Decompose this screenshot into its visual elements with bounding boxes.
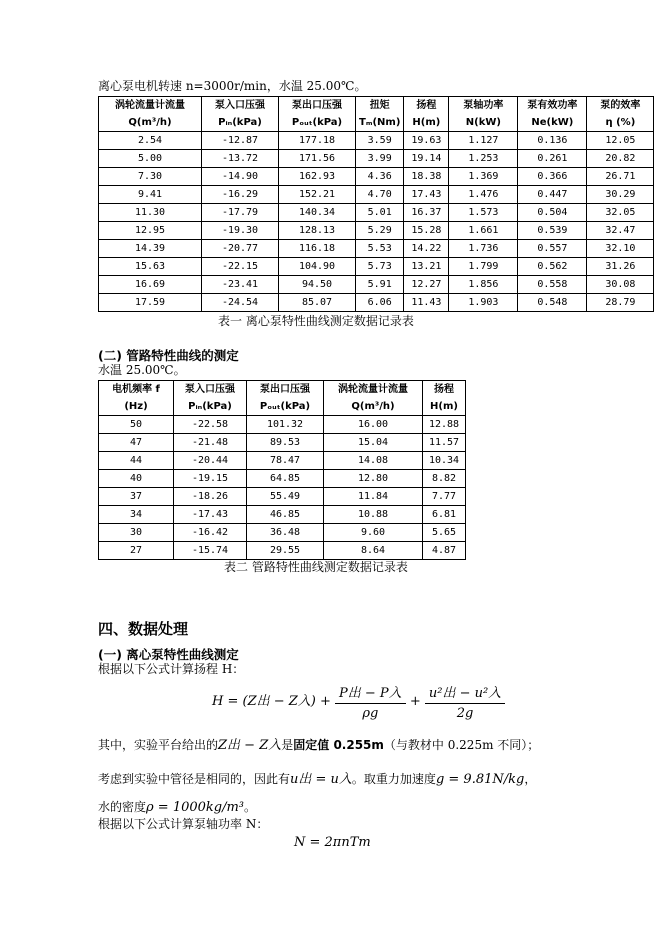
table-cell: 3.99: [356, 150, 404, 168]
table-cell: 0.558: [518, 276, 587, 294]
table-cell: 28.79: [587, 294, 654, 312]
table-cell: 11.30: [99, 204, 202, 222]
table-row: [99, 168, 654, 186]
table-cell: 26.71: [587, 168, 654, 186]
head-formula: [212, 682, 505, 721]
table-cell: 7.30: [99, 168, 202, 186]
table-cell: 0.366: [518, 168, 587, 186]
table-cell: 5.65: [423, 524, 466, 542]
table-cell: 55.49: [247, 488, 324, 506]
table-cell: -24.54: [202, 294, 279, 312]
column-unit: Pᵢₙ(kPa): [202, 114, 279, 132]
table-cell: 30.29: [587, 186, 654, 204]
table-row: [99, 222, 654, 240]
density-text-a: 水的密度: [98, 800, 147, 814]
table1-caption: 表一 离心泵特性曲线测定数据记录表: [218, 314, 414, 328]
fixed-value-note: [98, 737, 539, 754]
pipe-text-a: 考虑到实验中管径是相同的，因此有: [98, 772, 291, 786]
column-header: 泵入口压强: [202, 97, 279, 115]
table2-header-row2: [99, 398, 466, 416]
table-cell: 9.60: [324, 524, 423, 542]
table-row: [99, 452, 466, 470]
table-cell: 1.253: [449, 150, 518, 168]
table-cell: 29.55: [247, 542, 324, 560]
column-header: 泵的效率: [587, 97, 654, 115]
table-cell: -21.48: [174, 434, 247, 452]
table-cell: 0.539: [518, 222, 587, 240]
table-cell: 40: [99, 470, 174, 488]
table-cell: 37: [99, 488, 174, 506]
column-unit: H(m): [423, 398, 466, 416]
pipe-characteristics-table: [98, 380, 466, 560]
table1-header-row2: [99, 114, 654, 132]
table-row: [99, 488, 466, 506]
table-cell: 27: [99, 542, 174, 560]
table-cell: 20.82: [587, 150, 654, 168]
column-header: 泵有效功率: [518, 97, 587, 115]
column-unit: Q(m³/h): [99, 114, 202, 132]
table-cell: -15.74: [174, 542, 247, 560]
table-cell: 16.37: [404, 204, 449, 222]
table-cell: 7.77: [423, 488, 466, 506]
table-cell: 1.573: [449, 204, 518, 222]
velocity-equality: u出 = u入: [290, 772, 352, 787]
column-header: 扬程: [404, 97, 449, 115]
column-unit: Pₒᵤₜ(kPa): [247, 398, 324, 416]
table-row: [99, 132, 654, 150]
table-cell: 10.34: [423, 452, 466, 470]
table-cell: -19.15: [174, 470, 247, 488]
table-cell: 30.08: [587, 276, 654, 294]
table-cell: 162.93: [279, 168, 356, 186]
table-cell: -14.90: [202, 168, 279, 186]
column-unit: Pₒᵤₜ(kPa): [279, 114, 356, 132]
table-cell: 94.50: [279, 276, 356, 294]
column-header: 扬程: [423, 381, 466, 399]
table-cell: -18.26: [174, 488, 247, 506]
table-cell: 177.18: [279, 132, 356, 150]
table-cell: 5.29: [356, 222, 404, 240]
table-cell: -22.58: [174, 416, 247, 434]
pressure-fraction-numerator: P出 − P入: [335, 682, 406, 704]
table-cell: 2.54: [99, 132, 202, 150]
table2-body: [99, 416, 466, 560]
pipe-diameter-note: [98, 771, 536, 788]
table-cell: 4.70: [356, 186, 404, 204]
table-cell: 15.04: [324, 434, 423, 452]
section4-title: 四、数据处理: [98, 620, 189, 638]
table-cell: 11.43: [404, 294, 449, 312]
density-note: [98, 799, 256, 816]
table-cell: 128.13: [279, 222, 356, 240]
table-cell: 116.18: [279, 240, 356, 258]
table-cell: 11.84: [324, 488, 423, 506]
table-cell: 1.736: [449, 240, 518, 258]
pressure-fraction: [335, 682, 406, 721]
column-unit: Tₘ(Nm): [356, 114, 404, 132]
table-cell: -20.77: [202, 240, 279, 258]
table-cell: -17.43: [174, 506, 247, 524]
table-cell: 1.476: [449, 186, 518, 204]
table-cell: 0.562: [518, 258, 587, 276]
table-cell: 0.557: [518, 240, 587, 258]
density-value: ρ = 1000kg/m³: [146, 800, 245, 815]
velocity-fraction-denominator: 2g: [456, 706, 474, 721]
table-cell: -13.72: [202, 150, 279, 168]
note-expression: Z出 − Z入: [218, 738, 282, 753]
table2-wrapper: [98, 380, 466, 560]
table-cell: -22.15: [202, 258, 279, 276]
table-cell: 78.47: [247, 452, 324, 470]
table-cell: -19.30: [202, 222, 279, 240]
table-cell: 0.136: [518, 132, 587, 150]
table-cell: 5.91: [356, 276, 404, 294]
table2-header-row1: [99, 381, 466, 399]
section2-title: (二) 管路特性曲线的测定: [98, 348, 239, 363]
column-unit: η (%): [587, 114, 654, 132]
table-cell: -20.44: [174, 452, 247, 470]
table-cell: 50: [99, 416, 174, 434]
column-header: 电机频率 f: [99, 381, 174, 399]
table-cell: 6.81: [423, 506, 466, 524]
table-cell: 4.36: [356, 168, 404, 186]
column-unit: H(m): [404, 114, 449, 132]
table-cell: 44: [99, 452, 174, 470]
intro-line: 离心泵电机转速 n=3000r/min，水温 25.00℃。: [98, 79, 367, 93]
table-cell: 1.856: [449, 276, 518, 294]
water-temp-line: 水温 25.00℃。: [98, 363, 186, 377]
table-cell: 1.903: [449, 294, 518, 312]
head-formula-term1: (Z出 − Z入) +: [242, 694, 336, 709]
table-cell: 32.10: [587, 240, 654, 258]
table-cell: 13.21: [404, 258, 449, 276]
head-formula-lhs: H =: [212, 694, 243, 709]
column-header: 涡轮流量计流量: [99, 97, 202, 115]
table-cell: 1.369: [449, 168, 518, 186]
pressure-fraction-denominator: ρg: [362, 706, 379, 721]
column-header: 泵出口压强: [247, 381, 324, 399]
table-cell: -17.79: [202, 204, 279, 222]
table-cell: 152.21: [279, 186, 356, 204]
table-cell: 89.53: [247, 434, 324, 452]
table1-header-row1: [99, 97, 654, 115]
table-row: [99, 204, 654, 222]
table-cell: 12.88: [423, 416, 466, 434]
table1-body: [99, 132, 654, 312]
subsection1-title: (一) 离心泵特性曲线测定: [98, 647, 239, 662]
table-cell: 1.799: [449, 258, 518, 276]
table-cell: 12.05: [587, 132, 654, 150]
table-cell: 19.63: [404, 132, 449, 150]
pipe-text-b: 。取重力加速度: [351, 772, 436, 786]
table-cell: 16.69: [99, 276, 202, 294]
note-fixed-value: 固定值 0.255m: [293, 738, 384, 752]
table-cell: 34: [99, 506, 174, 524]
table-cell: 15.63: [99, 258, 202, 276]
head-formula-plus: +: [405, 694, 425, 709]
table-row: [99, 542, 466, 560]
table-cell: 46.85: [247, 506, 324, 524]
table-cell: 17.59: [99, 294, 202, 312]
density-text-b: 。: [244, 800, 257, 814]
table-cell: 0.504: [518, 204, 587, 222]
table-cell: 0.447: [518, 186, 587, 204]
table-cell: 17.43: [404, 186, 449, 204]
table-cell: 14.22: [404, 240, 449, 258]
table-cell: 0.261: [518, 150, 587, 168]
table-cell: 171.56: [279, 150, 356, 168]
table-cell: 12.80: [324, 470, 423, 488]
note-text-a: 其中，实验平台给出的: [98, 738, 219, 752]
gravity-value: g = 9.81N/kg: [435, 772, 525, 787]
table-cell: 14.08: [324, 452, 423, 470]
table-cell: 85.07: [279, 294, 356, 312]
pump-characteristics-table: [98, 96, 654, 312]
column-header: 泵出口压强: [279, 97, 356, 115]
table-cell: 104.90: [279, 258, 356, 276]
column-header: 涡轮流量计流量: [324, 381, 423, 399]
table-cell: 5.01: [356, 204, 404, 222]
table-cell: 16.00: [324, 416, 423, 434]
table-cell: 64.85: [247, 470, 324, 488]
table-cell: 12.27: [404, 276, 449, 294]
table-cell: 10.88: [324, 506, 423, 524]
column-unit: N(kW): [449, 114, 518, 132]
table-cell: 30: [99, 524, 174, 542]
table-cell: 140.34: [279, 204, 356, 222]
velocity-fraction-numerator: u²出 − u²入: [425, 682, 505, 704]
pipe-text-c: ，: [524, 772, 537, 786]
table-cell: 11.57: [423, 434, 466, 452]
table-cell: 19.14: [404, 150, 449, 168]
table-row: [99, 294, 654, 312]
column-header: 泵入口压强: [174, 381, 247, 399]
table-row: [99, 150, 654, 168]
head-formula-intro: 根据以下公式计算扬程 H：: [98, 662, 245, 676]
table-row: [99, 434, 466, 452]
table-row: [99, 524, 466, 542]
table-cell: -16.42: [174, 524, 247, 542]
power-formula-intro: 根据以下公式计算泵轴功率 N：: [98, 817, 269, 831]
table-cell: -12.87: [202, 132, 279, 150]
table-row: [99, 470, 466, 488]
table-cell: 1.661: [449, 222, 518, 240]
table-cell: 8.64: [324, 542, 423, 560]
velocity-fraction: [425, 682, 505, 721]
table-cell: 0.548: [518, 294, 587, 312]
table-row: [99, 186, 654, 204]
table-cell: 1.127: [449, 132, 518, 150]
table-cell: 6.06: [356, 294, 404, 312]
table-cell: 5.73: [356, 258, 404, 276]
table-cell: 3.59: [356, 132, 404, 150]
table-cell: 32.05: [587, 204, 654, 222]
shaft-power-formula: N = 2πnTm: [294, 835, 371, 850]
table-cell: 32.47: [587, 222, 654, 240]
table-row: [99, 276, 654, 294]
column-unit: Q(m³/h): [324, 398, 423, 416]
column-unit: Pᵢₙ(kPa): [174, 398, 247, 416]
table-row: [99, 240, 654, 258]
column-header: 扭矩: [356, 97, 404, 115]
column-header: 泵轴功率: [449, 97, 518, 115]
table-cell: 8.82: [423, 470, 466, 488]
column-unit: Ne(kW): [518, 114, 587, 132]
table-cell: 5.00: [99, 150, 202, 168]
table-cell: 31.26: [587, 258, 654, 276]
table2-caption: 表二 管路特性曲线测定数据记录表: [224, 560, 408, 574]
table1-wrapper: [98, 96, 654, 312]
table-cell: -16.29: [202, 186, 279, 204]
table-cell: 14.39: [99, 240, 202, 258]
table-row: [99, 258, 654, 276]
table-cell: 15.28: [404, 222, 449, 240]
note-text-b: 是: [281, 738, 294, 752]
table-cell: 47: [99, 434, 174, 452]
table-cell: 36.48: [247, 524, 324, 542]
table-cell: 18.38: [404, 168, 449, 186]
note-text-c: （与教材中 0.225m 不同）；: [383, 738, 540, 752]
table-cell: 12.95: [99, 222, 202, 240]
table-cell: 5.53: [356, 240, 404, 258]
column-unit: (Hz): [99, 398, 174, 416]
table-cell: 4.87: [423, 542, 466, 560]
table-row: [99, 416, 466, 434]
table-cell: -23.41: [202, 276, 279, 294]
table-row: [99, 506, 466, 524]
table-cell: 9.41: [99, 186, 202, 204]
table-cell: 101.32: [247, 416, 324, 434]
